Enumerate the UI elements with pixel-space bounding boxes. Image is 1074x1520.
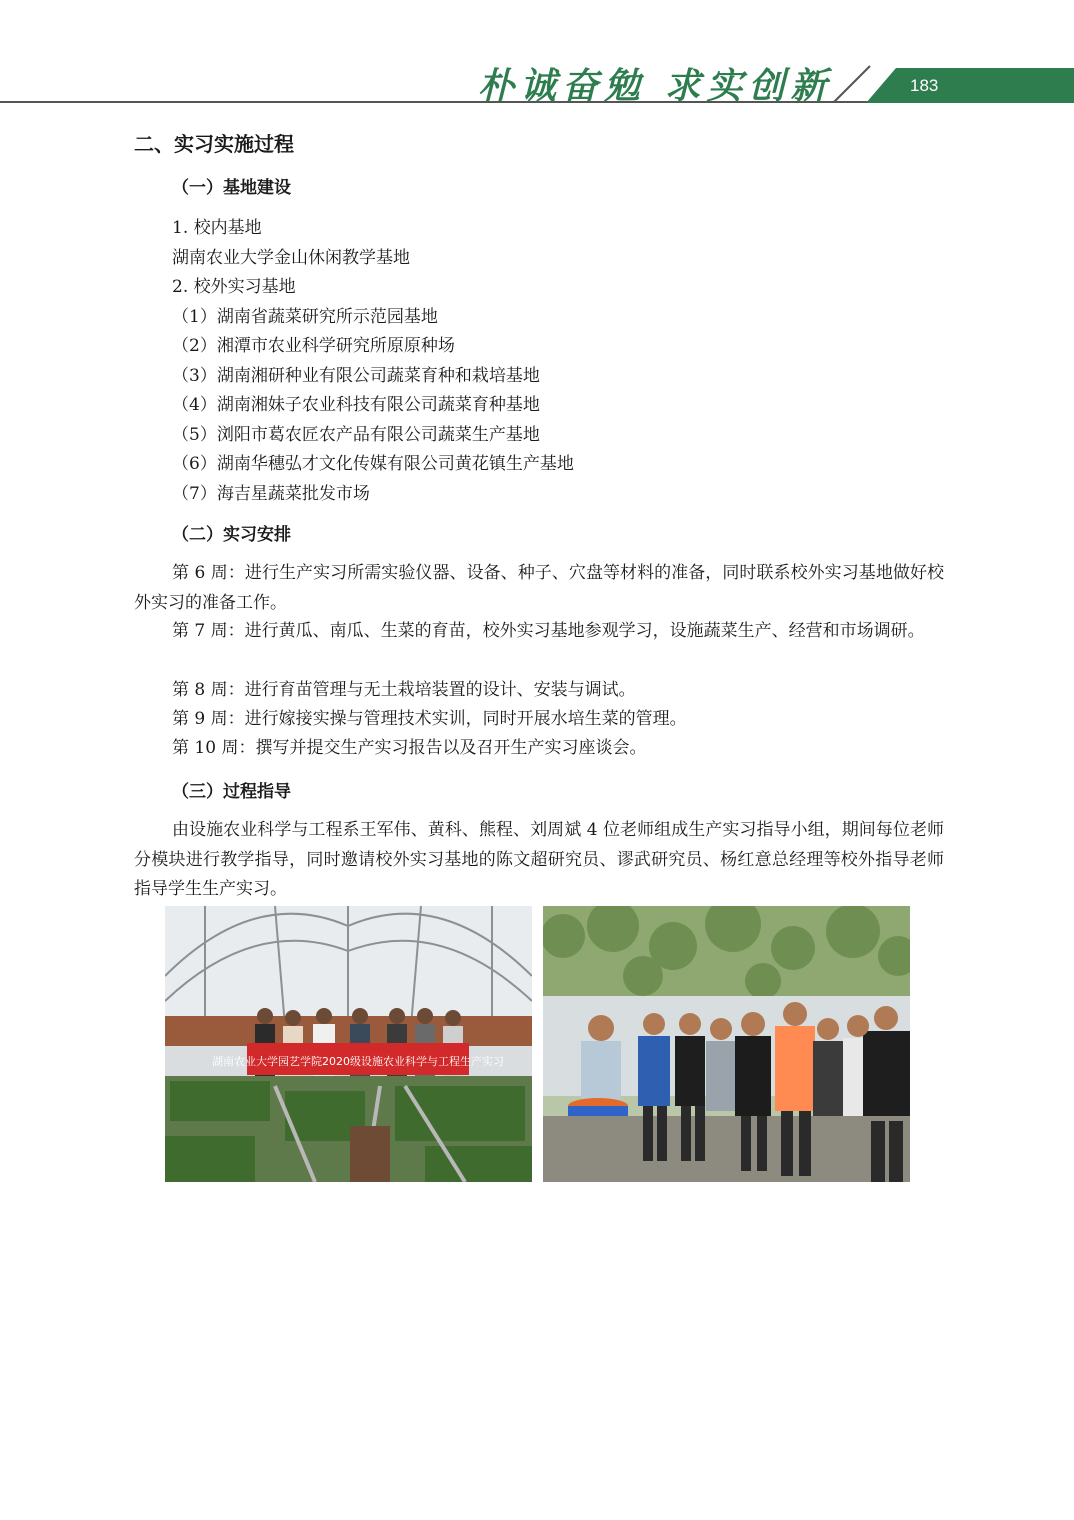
subsection-title-guidance: （三）过程指导: [172, 782, 291, 802]
trellis-lecture-photo: [543, 906, 910, 1182]
list-item: 湖南农业大学金山休闲教学基地: [172, 248, 410, 268]
schedule-paragraph: 第 7 周：进行黄瓜、南瓜、生菜的育苗，校外实习基地参观学习，设施蔬菜生产、经营和市场调研。: [172, 621, 925, 641]
page-number: 183: [910, 76, 939, 95]
schedule-paragraph: 第 9 周：进行嫁接实操与管理技术实训，同时开展水培生菜的管理。: [172, 709, 687, 729]
list-item: 1. 校内基地: [172, 218, 262, 238]
header-slogan: 朴诚奋勉 求实创新: [478, 65, 833, 107]
subsection-title-schedule: （二）实习安排: [172, 525, 291, 545]
greenhouse-group-photo: [165, 906, 532, 1182]
list-item: （5）浏阳市葛农匠农产品有限公司蔬菜生产基地: [172, 425, 540, 445]
list-item: （7）海吉星蔬菜批发市场: [172, 484, 370, 504]
subsection-title-base: （一）基地建设: [172, 178, 291, 198]
schedule-paragraph: 第 8 周：进行育苗管理与无土栽培装置的设计、安装与调试。: [172, 680, 636, 700]
list-item: （1）湖南省蔬菜研究所示范园基地: [172, 307, 438, 327]
page-number-tab: [866, 68, 1074, 103]
list-item: （6）湖南华穗弘才文化传媒有限公司黄花镇生产基地: [172, 454, 574, 474]
list-item: 2. 校外实习基地: [172, 277, 296, 297]
section-title: 二、实习实施过程: [134, 132, 294, 156]
schedule-paragraph: 第 6 周：进行生产实习所需实验仪器、设备、种子、穴盘等材料的准备，同时联系校外实习基地做好校外实习的准备工作。: [134, 563, 944, 613]
list-item: （2）湘潭市农业科学研究所原原种场: [172, 336, 455, 356]
list-item: （3）湖南湘研种业有限公司蔬菜育种和栽培基地: [172, 366, 540, 386]
list-item: （4）湖南湘妹子农业科技有限公司蔬菜育种基地: [172, 395, 540, 415]
banner-text: 湖南农业大学园艺学院2020级设施农业科学与工程生产实习: [212, 1055, 504, 1068]
guidance-paragraph: 由设施农业科学与工程系王军伟、黄科、熊程、刘周斌 4 位老师组成生产实习指导小组，期间每位老师分模块进行教学指导，同时邀请校外实习基地的陈文超研究员、谬武研究员、杨红意总经理等校外指导老师指导学生生产实习。: [134, 820, 944, 899]
schedule-paragraph: 第 10 周：撰写并提交生产实习报告以及召开生产实习座谈会。: [172, 738, 647, 758]
